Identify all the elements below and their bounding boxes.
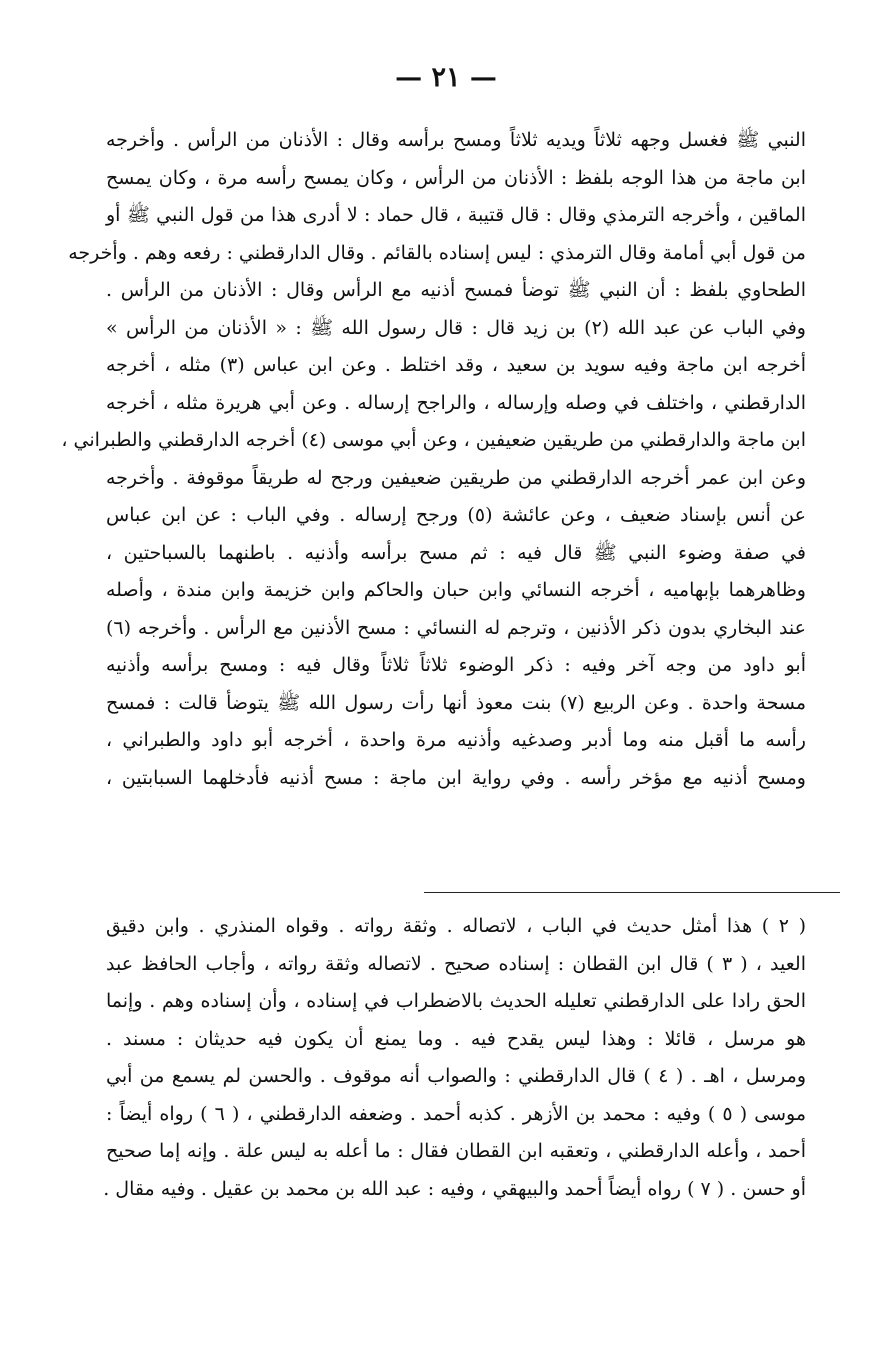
text-line: أبو داود من وجه آخر وفيه : ذكر الوضوء ثلاثاً ثلاثاً وقال فيه : ومسح برأسه وأذنيه (106, 654, 806, 676)
text-line: عند البخاري بدون ذكر الأذنين ، وترجم له النسائي : مسح الأذنين مع الرأس . وأخرجه (٦) (106, 616, 806, 639)
text-line: الماقين ، وأخرجه الترمذي وقال : قال قتيبة ، قال حماد : لا أدرى هذا من قول النبي ﷺ أو (106, 204, 806, 226)
footnotes (103, 908, 807, 1208)
text-line: أخرجه ابن ماجة وفيه سويد بن سعيد ، وقد اختلط . وعن ابن عباس (٣) مثله ، أخرجه (106, 354, 806, 376)
text-line: وفي الباب عن عبد الله (٢) بن زيد قال : قال رسول الله ﷺ : « الأذنان من الرأس » (106, 316, 806, 339)
text-line: ومسح أذنيه مع مؤخر رأسه . وفي رواية ابن ماجة : مسح أذنيه فأدخلهما السبابتين ، (106, 766, 806, 789)
text-line: وظاهرهما بإبهاميه ، أخرجه النسائي وابن حبان والحاكم وابن خزيمة وابن مندة ، وأصله (106, 579, 806, 601)
text-line: ابن ماجة والدارقطني من طريقين ضعيفين ، وعن أبي موسى (٤) أخرجه الدارقطني والطبراني ، (61, 429, 806, 451)
text-line: وعن ابن عمر أخرجه الدارقطني من طريقين ضعيفين ورجح له طريقاً موقوفة . وأخرجه (106, 466, 806, 489)
text-line: مسحة واحدة . وعن الربيع (٧) بنت معوذ أنها رأت رسول الله ﷺ يتوضأ قالت : فمسح (106, 691, 806, 714)
footnote-line: موسى ( ٥ ) وفيه : محمد بن الأزهر . كذبه أحمد . وضعفه الدارقطني ، ( ٦ ) رواه أيضاً : (106, 1102, 807, 1125)
footnote-line: العيد ، ( ٣ ) قال ابن القطان : إسناده صحيح . لاتصاله وثقة رواته ، وأجاب الحافظ عبد (106, 952, 807, 975)
text-line: من قول أبي أمامة وقال الترمذي : ليس إسناده بالقائم . وقال الدارقطني : رفعه وهم . وأخرجه (68, 241, 806, 264)
footnote-line: ومرسل ، اهـ . ( ٤ ) قال الدارقطني : والصواب أنه موقوف . والحسن لم يسمع من أبي (106, 1065, 806, 1087)
footnote-line: أحمد ، وأعله الدارقطني ، وتعقبه ابن القطان فقال : ما أعله به ليس علة . وإنه إما صحيح (106, 1140, 806, 1162)
text-line: عن أنس بإسناد ضعيف ، وعن عائشة (٥) ورجح إرساله . وفي الباب : عن ابن عباس (106, 504, 806, 526)
footnote-line: الحق رادا على الدارقطني تعليله الحديث بالاضطراب في إسناده ، وأن إسناده وهم . وإنما (106, 990, 806, 1012)
text-line: الطحاوي بلفظ : أن النبي ﷺ توضأ فمسح أذنيه مع الرأس وقال : الأذنان من الرأس . (106, 279, 806, 301)
footnote-line: ( ٢ ) هذا أمثل حديث في الباب ، لاتصاله . وثقة رواته . وقواه المنذري . وابن دقيق (106, 915, 807, 937)
page-number: — ٢١ — (395, 62, 497, 93)
footnote-line: أو حسن . ( ٧ ) رواه أيضاً أحمد والبيهقي ، وفيه : عبد الله بن محمد بن عقيل . وفيه مقال . (103, 1177, 806, 1200)
footnote-line: هو مرسل ، قائلا : وهذا ليس يقدح فيه . وما يمنع أن يكون فيه حديثان : مسند . (106, 1027, 806, 1050)
text-line: في صفة وضوء النبي ﷺ قال فيه : ثم مسح برأسه وأذنيه . باطنهما بالسباحتين ، (106, 541, 806, 564)
text-line: ابن ماجة من هذا الوجه بلفظ : الأذنان من الرأس ، وكان يمسح رأسه مرة ، وكان يمسح (106, 166, 806, 189)
text-line: النبي ﷺ فغسل وجهه ثلاثاً ويديه ثلاثاً ومسح برأسه وقال : الأذنان من الرأس . وأخرجه (106, 129, 806, 151)
text-line: رأسه ما أقبل منه وما أدبر وصدغيه وأذنيه مرة واحدة ، أخرجه أبو داود والطبراني ، (106, 729, 806, 751)
text-line: الدارقطني ، واختلف في وصله وإرساله ، والراجح إرساله . وعن أبي هريرة مثله ، أخرجه (106, 391, 806, 414)
footnote-divider (424, 892, 840, 893)
main-text (61, 122, 806, 797)
